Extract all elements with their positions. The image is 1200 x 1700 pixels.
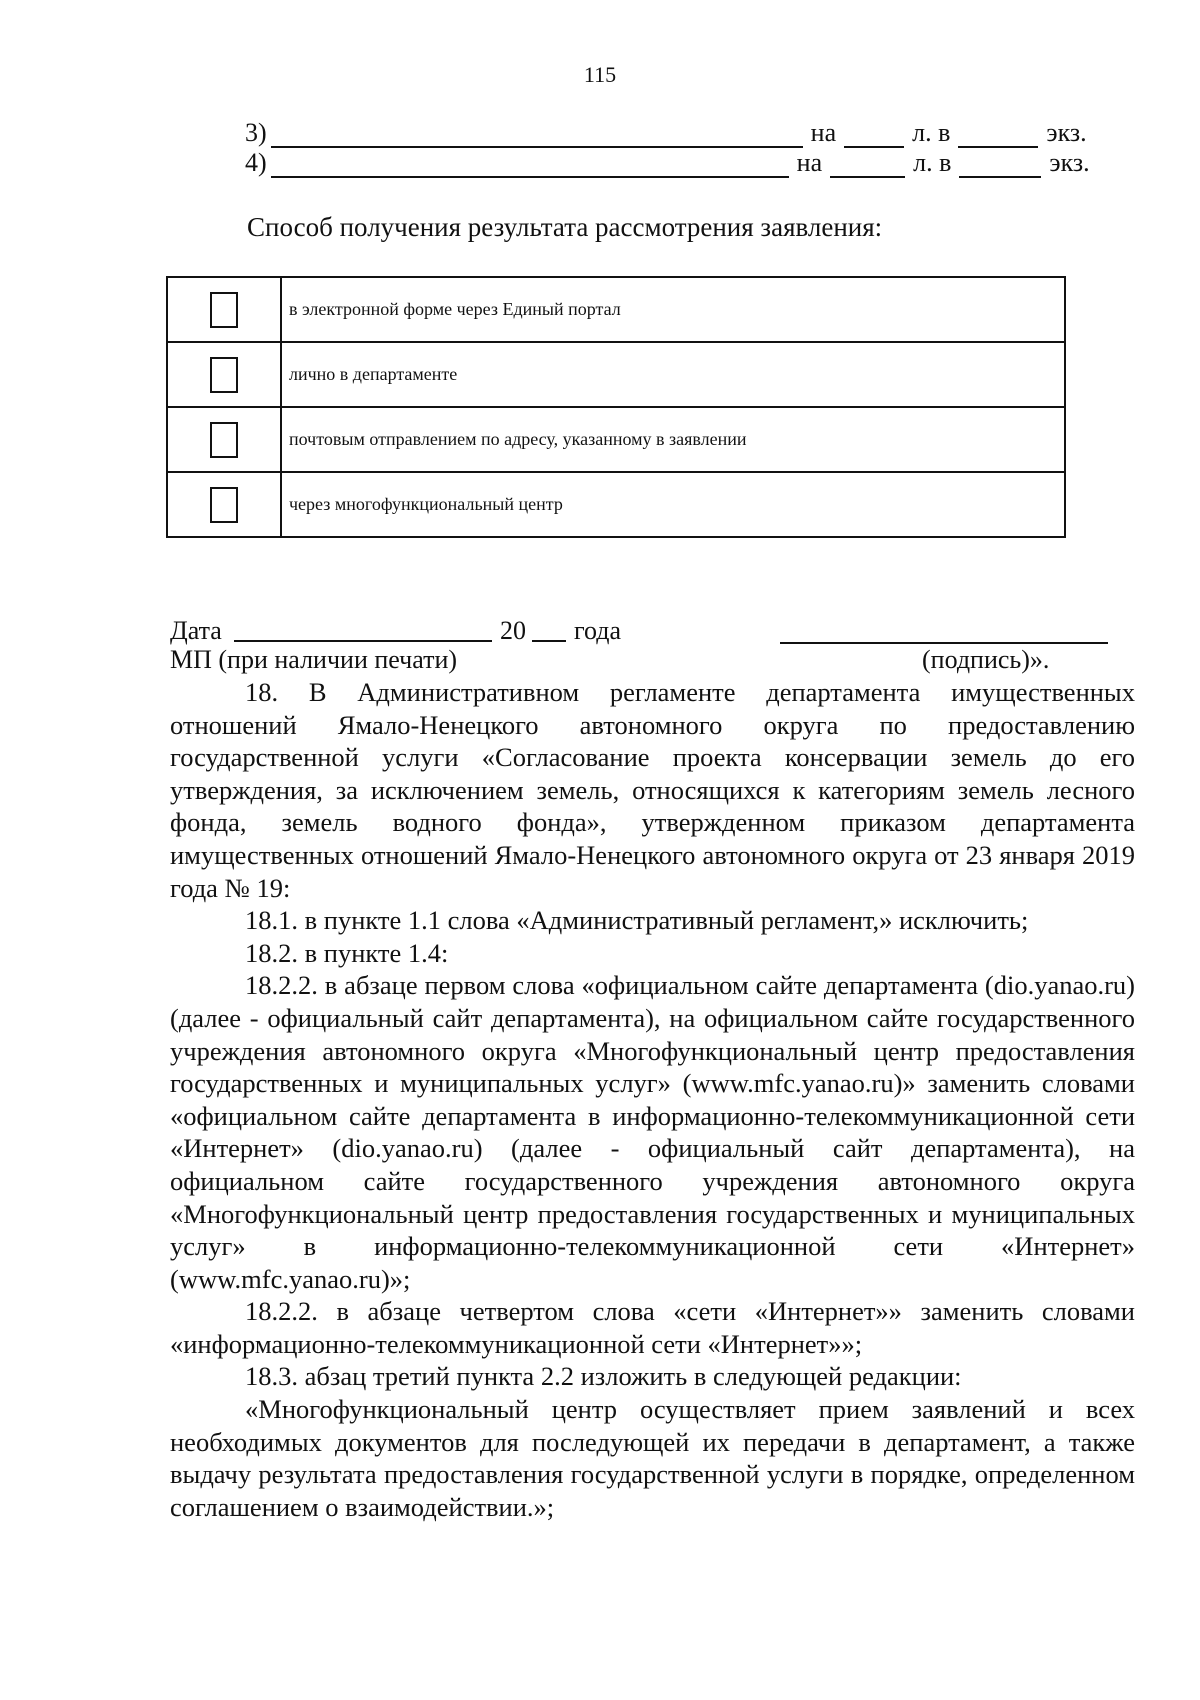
signature-blank	[780, 640, 1108, 644]
stamp-line	[170, 645, 1070, 677]
attachment-title-blank	[271, 154, 789, 178]
sheets-label: л. в	[912, 118, 951, 147]
stamp-label: МП (при наличии печати)	[170, 645, 458, 674]
sheets-blank	[844, 124, 904, 148]
option-label: лично в департаменте	[281, 342, 1065, 407]
year-blank	[532, 638, 566, 642]
result-method-title: Способ получения результата рассмотрения заявления:	[247, 212, 883, 242]
copies-label: экз.	[1049, 148, 1090, 177]
body-text	[170, 676, 1135, 1523]
option-row	[167, 472, 1065, 537]
paragraph: 18.2.2. в абзаце четвертом слова «сети «Интернет»» заменить словами «информационно-телекоммуникационной сети «Интернет»»;	[170, 1296, 1135, 1359]
option-checkbox[interactable]	[210, 487, 238, 523]
option-row	[167, 342, 1065, 407]
result-method-table	[166, 276, 1066, 538]
paragraph: «Многофункциональный центр осуществляет прием заявлений и всех необходимых документов для последующей их передачи в департамент, а также выдачу результата предоставления государственной услуги в порядке, определенном соглашением о взаимодействии.»;	[170, 1394, 1135, 1522]
attachment-number: 3)	[245, 118, 267, 147]
copies-blank	[958, 124, 1038, 148]
on-label: на	[796, 148, 823, 177]
on-label: на	[810, 118, 837, 147]
paragraph: 18.2.2. в абзаце первом слова «официальном сайте департамента (dio.yanao.ru) (далее - официальный сайт департамента), на официальном сайте государственного учреждения автономного округа «Многофункциональный центр предоставления государственных и муниципальных услуг» (www.mfc.yanao.ru)» заменить словами «официальном сайте департамента в информационно-телекоммуникационной сети «Интернет» (dio.yanao.ru) (далее - официальный сайт департамента), на официальном сайте государственного учреждения автономного округа «Многофункциональный центр предоставления государственных и муниципальных услуг» в информационно-телекоммуникационной сети «Интернет» (www.mfc.yanao.ru)»;	[170, 970, 1135, 1294]
option-label: почтовым отправлением по адресу, указанному в заявлении	[281, 407, 1065, 472]
option-checkbox[interactable]	[210, 422, 238, 458]
sheets-label: л. в	[913, 148, 952, 177]
option-row	[167, 407, 1065, 472]
option-row	[167, 277, 1065, 342]
paragraph: 18.1. в пункте 1.1 слова «Административный регламент,» исключить;	[245, 905, 1029, 936]
attachment-line-3	[245, 118, 1145, 148]
option-checkbox[interactable]	[210, 292, 238, 328]
option-checkbox[interactable]	[210, 357, 238, 393]
page-number: 115	[583, 62, 617, 87]
copies-label: экз.	[1046, 118, 1087, 147]
attachment-number: 4)	[245, 148, 267, 177]
attachment-title-blank	[271, 124, 803, 148]
year-prefix: 20	[500, 616, 526, 645]
date-line	[170, 612, 1130, 646]
option-label: через многофункциональный центр	[281, 472, 1065, 537]
date-label: Дата	[170, 616, 222, 645]
paragraph: 18.3. абзац третий пункта 2.2 изложить в следующей редакции:	[245, 1361, 962, 1392]
year-suffix: года	[574, 616, 622, 645]
attachment-line-4	[245, 148, 1145, 178]
option-label: в электронной форме через Единый портал	[281, 277, 1065, 342]
paragraph: 18.2. в пункте 1.4:	[245, 937, 449, 968]
date-blank	[234, 638, 492, 642]
copies-blank	[959, 154, 1041, 178]
sheets-blank	[830, 154, 905, 178]
signature-label: (подпись)».	[922, 645, 1050, 674]
paragraph: 18. В Административном регламенте департамента имущественных отношений Ямало-Ненецкого автономного округа по предоставлению государственной услуги «Согласование проекта консервации земель до его утверждения, за исключением земель, относящихся к категориям земель лесного фонда, земель водного фонда», утвержденном приказом департамента имущественных отношений Ямало-Ненецкого автономного округа от 23 января 2019 года № 19:	[170, 677, 1135, 903]
